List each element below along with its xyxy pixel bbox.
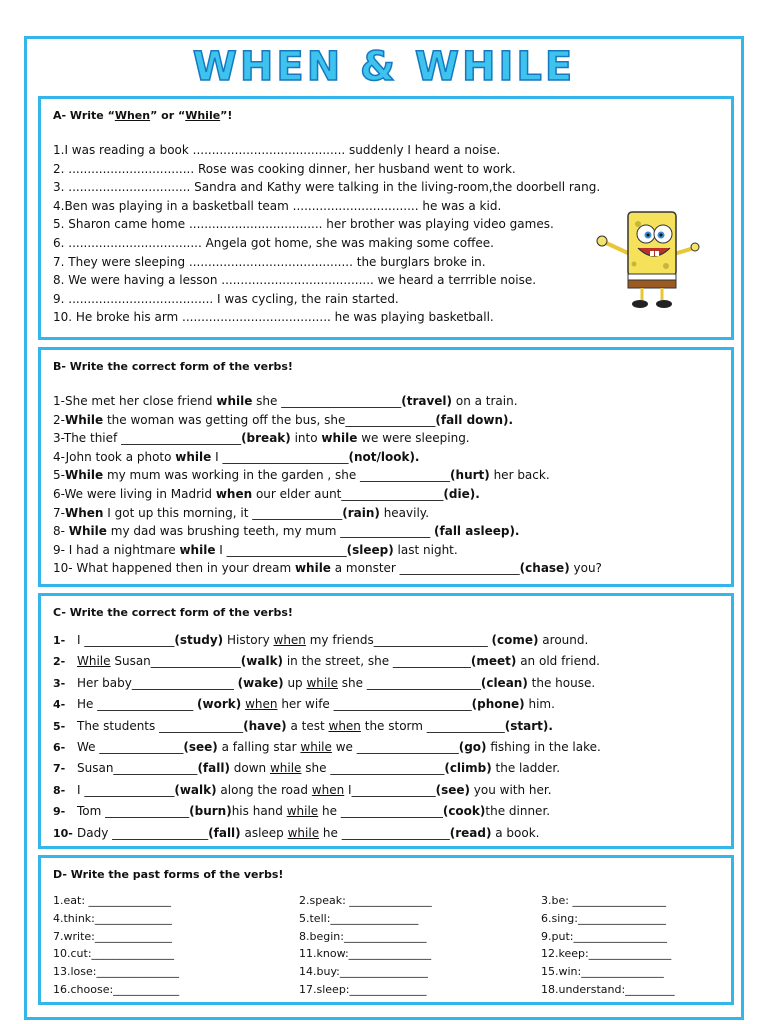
line-segment: my friends___________________ xyxy=(305,633,492,647)
line-segment: (see) xyxy=(183,740,218,754)
line-segment: fishing in the lake. xyxy=(486,740,601,754)
line-segment: 1-She met her close friend xyxy=(53,394,217,408)
line-segment: on a train. xyxy=(452,394,518,408)
exercise-line xyxy=(53,450,419,464)
verb-item: 17.sleep:______________ xyxy=(299,983,427,996)
exercise-line xyxy=(53,761,560,775)
line-segment: (wake) xyxy=(237,675,284,690)
exercise-line xyxy=(53,654,600,668)
line-segment: While xyxy=(68,524,107,539)
line-segment: (cook) xyxy=(442,804,486,819)
line-segment: I _____________________ xyxy=(211,449,349,464)
line-segment: while xyxy=(175,449,212,464)
verb-item: 13.lose:_______________ xyxy=(53,965,179,979)
line-segment: (fall asleep). xyxy=(434,524,520,539)
line-segment: Tom ______________ xyxy=(77,804,190,819)
line-segment: our elder aunt_________________ xyxy=(252,487,444,501)
line-segment: a book. xyxy=(491,825,540,840)
exercise-line: 6. ................................... Angela got home, she was making some coffee. xyxy=(53,236,494,250)
line-segment: 2- xyxy=(53,412,65,427)
line-segment: when xyxy=(311,782,345,797)
exercise-line xyxy=(53,719,553,733)
exercise-line xyxy=(53,783,552,797)
line-segment: the house. xyxy=(527,675,596,690)
line-segment: (phone) xyxy=(471,697,525,712)
line-segment: (burn) xyxy=(189,804,232,819)
line-segment: (die). xyxy=(443,487,480,501)
line-segment: History xyxy=(223,633,274,647)
line-segment: (hurt) xyxy=(450,468,490,483)
exercise-line: 9. ...................................... I was cycling, the rain started. xyxy=(53,291,399,306)
line-segment: I ____________________ xyxy=(215,542,347,557)
verb-item: 6.sing:________________ xyxy=(541,911,666,925)
line-segment: Dady ________________ xyxy=(77,825,209,840)
exercise-line xyxy=(53,826,539,840)
line-segment: Her baby_________________ xyxy=(77,675,238,690)
line-segment: I______________ xyxy=(344,782,436,797)
line-segment: heavily. xyxy=(379,505,430,520)
exercise-line xyxy=(53,506,429,520)
line-segment: When xyxy=(64,505,104,520)
exercise-line xyxy=(53,633,588,647)
line-segment: when xyxy=(245,697,278,712)
line-segment: we _________________ xyxy=(331,740,459,754)
item-number: 7- xyxy=(53,762,66,776)
exercise-line xyxy=(53,697,555,711)
exercise-line: 5. Sharon came home ................................... her brother was playing video games. xyxy=(53,217,554,232)
exercise-line xyxy=(53,524,520,538)
line-segment: (go) xyxy=(458,740,487,754)
line-segment: 7- xyxy=(53,505,65,520)
line-segment: the woman was getting off the bus, she_______________ xyxy=(103,412,436,427)
item-number: 1- xyxy=(53,634,66,647)
verb-item: 3.be: _________________ xyxy=(541,894,666,907)
line-segment: 5- xyxy=(53,468,65,483)
exercise-line xyxy=(53,804,550,818)
line-segment: my mum was working in the garden , she _______________ xyxy=(103,468,451,483)
item-number: 3- xyxy=(53,676,66,690)
line-segment: While xyxy=(64,468,104,483)
line-segment: (study) xyxy=(174,633,224,647)
section-c-heading: C- Write the correct form of the verbs! xyxy=(53,606,293,619)
exercise-line xyxy=(53,431,470,445)
exercise-line: 8. We were having a lesson ........................................ we heard a terrrible noise. xyxy=(53,273,537,288)
item-number: 8- xyxy=(53,783,66,797)
line-segment: (read) xyxy=(449,825,492,840)
line-segment: along the road xyxy=(216,782,312,797)
line-segment: (walk) xyxy=(240,654,284,669)
line-segment: (start). xyxy=(504,718,553,733)
exercise-line: 10. He broke his arm ....................................... he was playing basketball. xyxy=(53,310,494,325)
line-segment: (sleep) xyxy=(346,542,394,557)
line-segment: (have) xyxy=(243,718,287,733)
verb-item: 9.put:_________________ xyxy=(541,929,667,943)
line-segment: up xyxy=(283,675,307,690)
line-segment: (clean) xyxy=(480,675,528,690)
line-segment: 10- What happened then in your dream xyxy=(53,561,295,576)
verb-item: 10.cut:_______________ xyxy=(53,947,175,961)
line-segment: (work) xyxy=(197,697,242,712)
line-segment: 3-The thief ____________________ xyxy=(53,431,242,446)
line-segment: He ________________ xyxy=(77,697,198,712)
section-c xyxy=(38,593,734,849)
line-segment: last night. xyxy=(393,542,458,557)
line-segment: The students ______________ xyxy=(77,718,244,733)
section-b xyxy=(38,347,734,587)
verb-item: 8.begin:_______________ xyxy=(299,929,427,943)
line-segment: (not/look). xyxy=(348,449,420,464)
line-segment: 9- I had a nightmare xyxy=(53,542,180,557)
line-segment: 6-We were living in Madrid xyxy=(53,487,216,501)
line-segment: (break) xyxy=(241,431,291,446)
line-segment: while xyxy=(321,431,358,446)
line-segment: the ladder. xyxy=(491,761,561,776)
line-segment: (come) xyxy=(491,633,539,647)
line-segment: while xyxy=(179,542,216,557)
line-segment: in the street, she _____________ xyxy=(283,654,471,669)
verb-item: 11.know:_______________ xyxy=(299,947,432,961)
verb-item: 4.think:______________ xyxy=(53,911,172,925)
line-segment: a falling star xyxy=(217,740,301,754)
line-segment: I got up this morning, it _______________ xyxy=(103,505,343,520)
line-segment: his hand xyxy=(231,804,287,819)
line-segment: while xyxy=(287,825,320,840)
line-segment: my dad was brushing teeth, my mum _______________ xyxy=(106,524,435,539)
item-number: 4- xyxy=(53,698,66,712)
line-segment: her back. xyxy=(489,468,550,483)
line-segment: While xyxy=(77,654,111,669)
line-segment: when xyxy=(273,633,306,647)
line-segment: (climb) xyxy=(444,761,492,776)
line-segment: him. xyxy=(524,697,555,712)
line-segment: when xyxy=(328,718,361,733)
verb-item: 7.write:______________ xyxy=(53,929,172,943)
line-segment: while xyxy=(300,740,332,754)
line-segment: a test xyxy=(286,718,329,733)
line-segment: while xyxy=(294,561,331,576)
worksheet-title: WHEN & WHILE xyxy=(192,44,576,90)
verb-item: 1.eat: _______________ xyxy=(53,894,172,907)
line-segment: (rain) xyxy=(342,505,380,520)
line-segment: while xyxy=(286,804,319,819)
item-number: 5- xyxy=(53,719,66,733)
section-a-heading: A- Write “When” or “While”! xyxy=(53,109,233,122)
exercise-line: 3. ................................ Sandra and Kathy were talking in the living-room,the doorbell rang. xyxy=(53,180,601,195)
line-segment: (fall down). xyxy=(435,412,514,427)
exercise-line: 2. ................................. Rose was cooking dinner, her husband went to work. xyxy=(53,161,516,176)
line-segment: she ____________________ xyxy=(252,394,402,408)
line-segment: 8- xyxy=(53,524,69,539)
exercise-line: 4.Ben was playing in a basketball team ................................. he was a kid. xyxy=(53,198,502,213)
line-segment: you? xyxy=(569,561,602,576)
line-segment: she ___________________ xyxy=(301,761,445,776)
line-segment: Susan______________ xyxy=(77,761,198,776)
line-segment: the dinner. xyxy=(485,804,551,819)
line-segment: her wife _______________________ xyxy=(277,697,472,712)
line-segment: into xyxy=(290,431,322,446)
spongebob-illustration xyxy=(594,208,700,312)
line-segment: we were sleeping. xyxy=(357,431,470,446)
line-segment: (walk) xyxy=(174,782,217,797)
line-segment: asleep xyxy=(240,825,288,840)
line-segment: around. xyxy=(538,633,589,647)
verb-item: 14.buy:________________ xyxy=(299,965,428,979)
line-segment: while xyxy=(269,761,302,776)
exercise-line xyxy=(53,487,480,501)
line-segment: you with her. xyxy=(469,782,552,797)
verb-item: 18.understand:_________ xyxy=(541,983,675,996)
section-b-heading: B- Write the correct form of the verbs! xyxy=(53,360,293,373)
item-number: 10- xyxy=(53,826,73,840)
verb-item: 5.tell:________________ xyxy=(299,911,419,925)
verb-item: 16.choose:____________ xyxy=(53,983,180,996)
exercise-line xyxy=(53,561,602,575)
line-segment: a monster ____________________ xyxy=(330,561,520,576)
verb-item: 15.win:_______________ xyxy=(541,965,664,979)
line-segment: (fall) xyxy=(197,761,230,776)
line-segment: he _________________ xyxy=(318,804,443,819)
exercise-line xyxy=(53,543,458,557)
exercise-line xyxy=(53,740,601,754)
line-segment: Susan_______________ xyxy=(110,654,241,669)
verb-item: 12.keep:_______________ xyxy=(541,947,672,961)
line-segment: (chase) xyxy=(519,561,570,576)
section-d-heading: D- Write the past forms of the verbs! xyxy=(53,868,284,881)
verb-item: 2.speak: _______________ xyxy=(299,894,432,907)
line-segment: We ______________ xyxy=(77,740,184,754)
line-segment: I _______________ xyxy=(77,633,175,647)
line-segment: 4-John took a photo xyxy=(53,449,176,464)
line-segment: while xyxy=(216,394,253,408)
line-segment: down xyxy=(229,761,270,776)
item-number: 6- xyxy=(53,741,66,754)
line-segment: when xyxy=(215,487,253,501)
item-number: 2- xyxy=(53,655,66,669)
line-segment: he __________________ xyxy=(319,825,450,840)
line-segment: (meet) xyxy=(470,654,517,669)
exercise-line xyxy=(53,676,595,690)
item-number: 9- xyxy=(53,805,66,819)
exercise-line: 7. They were sleeping ........................................... the burglars broke in. xyxy=(53,254,486,269)
section-d xyxy=(38,855,734,1005)
line-segment: an old friend. xyxy=(516,654,600,669)
line-segment: (travel) xyxy=(401,394,453,408)
exercise-line xyxy=(53,394,518,408)
line-segment: (see) xyxy=(435,782,470,797)
exercise-line xyxy=(53,468,550,482)
line-segment: while xyxy=(306,675,338,690)
line-segment: the storm _____________ xyxy=(360,718,505,733)
line-segment: she ___________________ xyxy=(337,675,481,690)
exercise-line xyxy=(53,413,513,427)
line-segment: While xyxy=(64,412,104,427)
line-segment: I _______________ xyxy=(77,782,175,797)
exercise-line: 1.I was reading a book ........................................ suddenly I heard a noise. xyxy=(53,143,501,157)
line-segment: (fall) xyxy=(208,825,241,840)
